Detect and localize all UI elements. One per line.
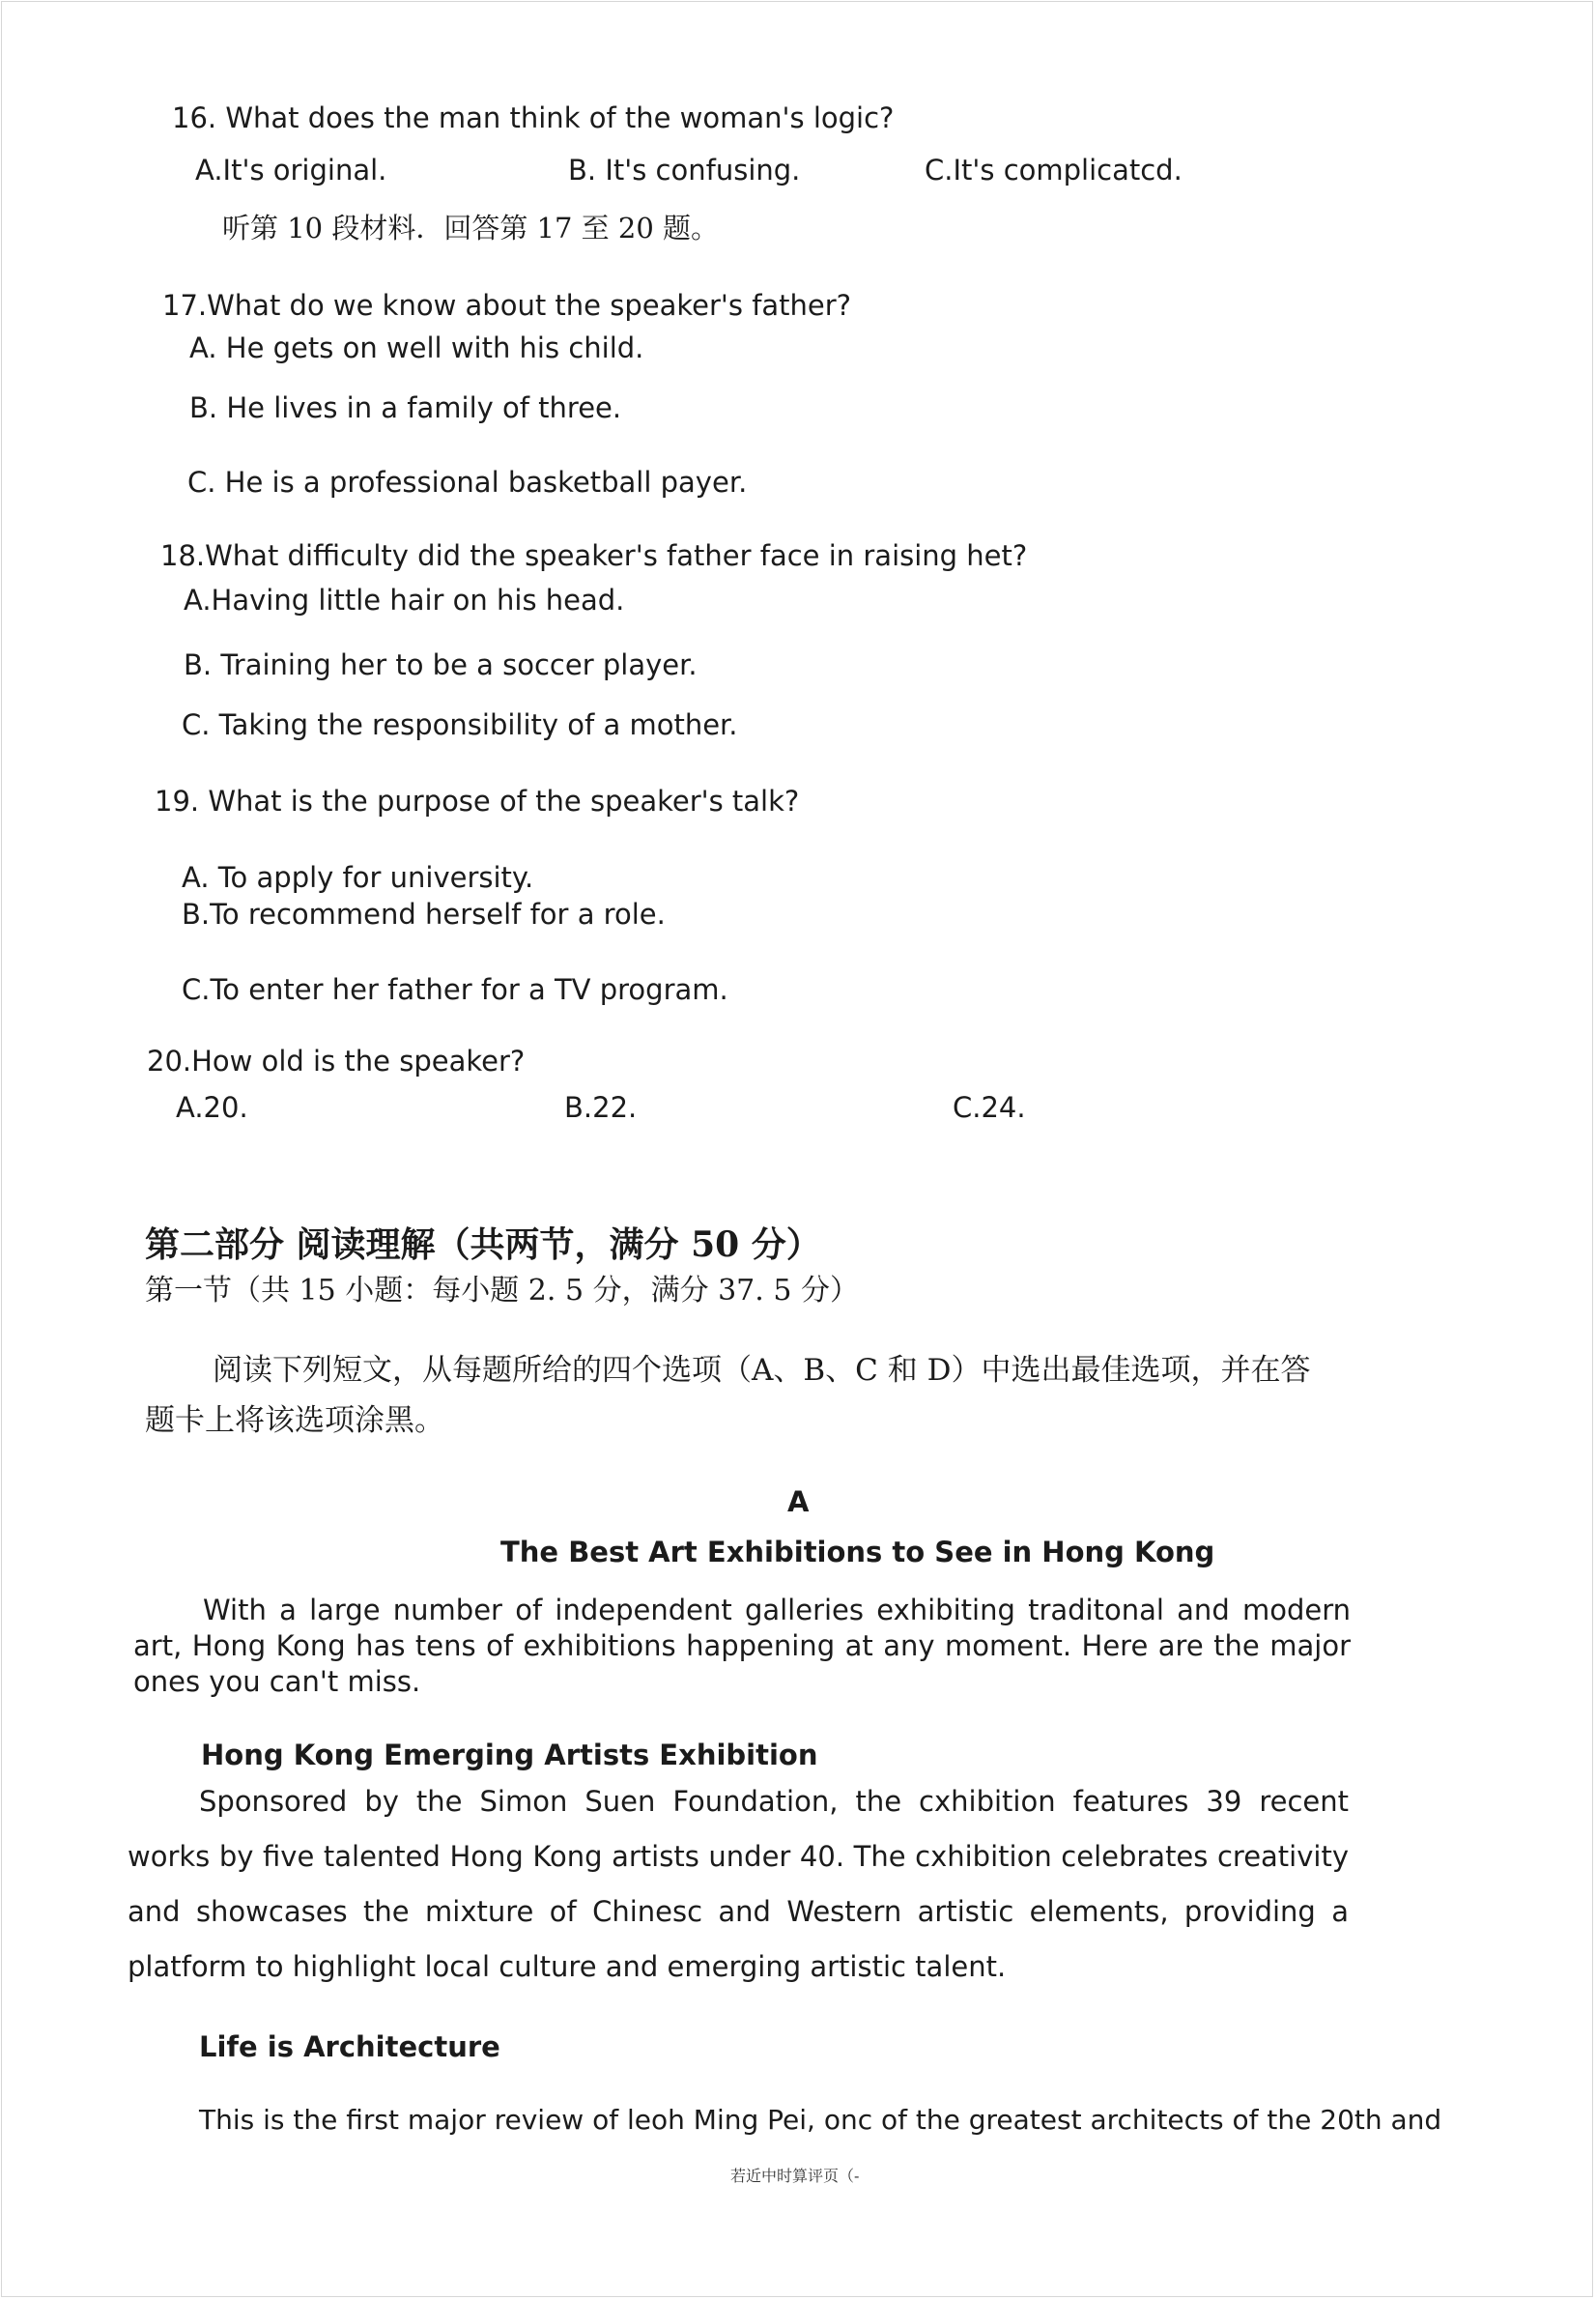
passage-intro: With a large number of independent galleries exhibiting traditonal and modern art, Hong Kong has tens of exhibitions happening at any moment. Here are the major ones you can't miss. — [133, 1594, 1351, 1698]
instruction-17-20: 听第 10 段材料．回答第 17 至 20 题。 — [222, 212, 720, 244]
exhibit-2-body: This is the first major review of leoh Ming Pei, onc of the greatest architects of the 20th and — [199, 2104, 1442, 2136]
q18-option-c: C. Taking the responsibility of a mother. — [182, 708, 738, 741]
q16-option-c: C.It's complicatcd. — [925, 154, 1183, 187]
q19-option-c: C.To enter her father for a TV program. — [182, 973, 728, 1006]
page-footer: 若近中时算评页（- — [730, 2167, 860, 2185]
passage-letter: A — [787, 1485, 810, 1518]
q19-option-b: B.To recommend herself for a role. — [182, 898, 666, 931]
q20-option-b: B.22. — [564, 1091, 638, 1124]
question-17: 17.What do we know about the speaker's father? — [162, 289, 852, 322]
part-title: 第二部分 阅读理解（共两节，满分 50 分） — [145, 1224, 821, 1265]
q17-option-a: A. He gets on well with his child. — [189, 331, 644, 364]
instruction-line-2: 题卡上将该选项涂黑。 — [145, 1403, 444, 1438]
question-19: 19. What is the purpose of the speaker's talk? — [155, 785, 800, 818]
q16-option-b: B. It's confusing. — [568, 154, 801, 187]
q17-option-b: B. He lives in a family of three. — [189, 391, 622, 424]
passage-title: The Best Art Exhibitions to See in Hong Kong — [500, 1536, 1215, 1568]
section-title: 第一节（共 15 小题：每小题 2. 5 分，满分 37. 5 分） — [145, 1274, 859, 1308]
q20-option-c: C.24. — [953, 1091, 1026, 1124]
question-16: 16. What does the man think of the woman's logic? — [172, 101, 895, 134]
exhibit-1-body: Sponsored by the Simon Suen Foundation, the cxhibition features 39 recent works by five talented Hong Kong artists under 40. The cxhibition celebrates creativity and showcases the mixture of Chinesc and Western artistic elements, providing a platform to highlight local culture and emerging artistic talent. — [128, 1785, 1349, 1983]
question-20: 20.How old is the speaker? — [147, 1045, 526, 1078]
question-18: 18.What difficulty did the speaker's father face in raising het? — [160, 539, 1028, 572]
q18-option-a: A.Having little hair on his head. — [184, 584, 625, 617]
q17-option-c: C. He is a professional basketball payer. — [187, 466, 748, 499]
q18-option-b: B. Training her to be a soccer player. — [184, 648, 698, 681]
q19-option-a: A. To apply for university. — [182, 861, 534, 894]
exhibit-1-title: Hong Kong Emerging Artists Exhibition — [201, 1739, 818, 1771]
exhibit-2-title: Life is Architecture — [199, 2030, 500, 2063]
q16-option-a: A.It's original. — [195, 154, 387, 187]
instruction-line-1: 阅读下列短文，从每题所给的四个选项（A、B、C 和 D）中选出最佳选项，并在答 — [213, 1353, 1311, 1388]
q20-option-a: A.20. — [176, 1091, 248, 1124]
